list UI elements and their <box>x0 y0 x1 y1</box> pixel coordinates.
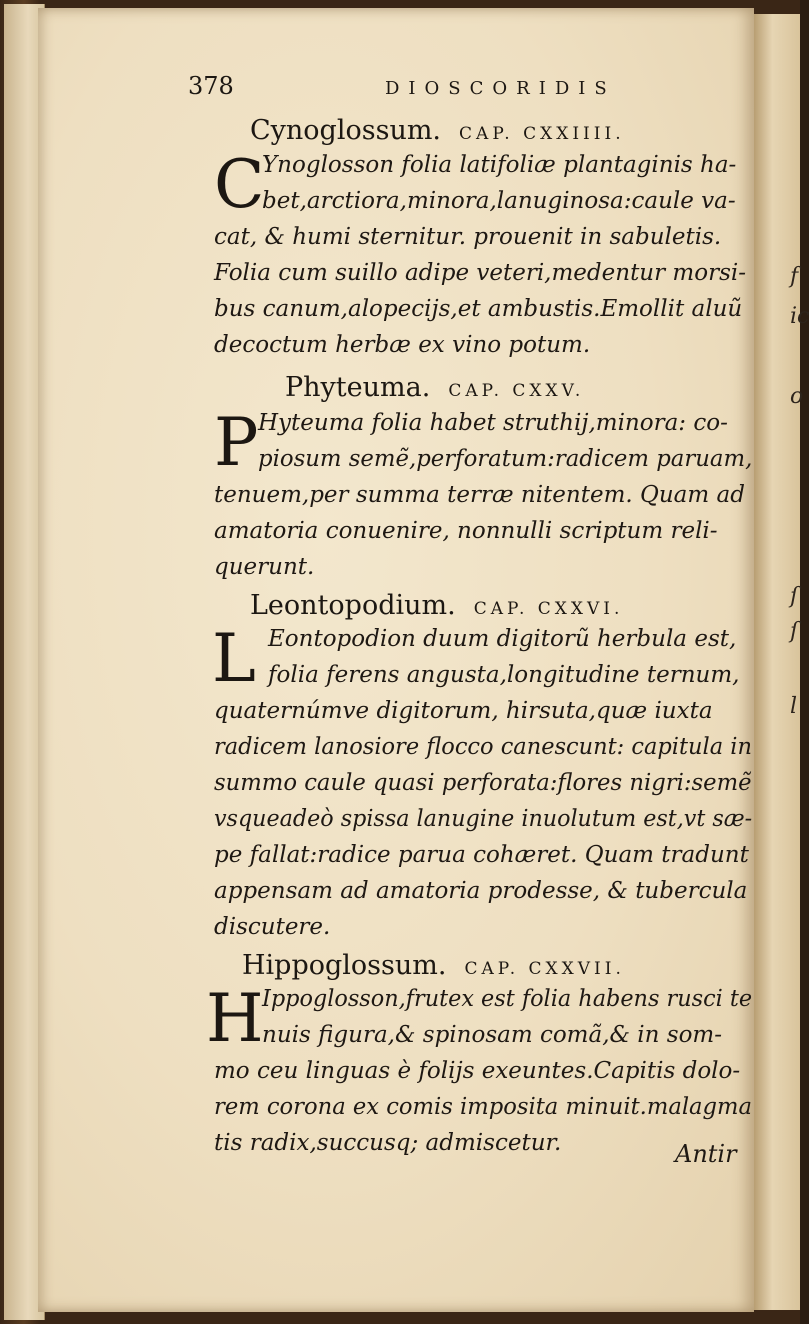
text-line: piosum semẽ,perforatum:radicem paruam, <box>258 446 753 472</box>
text-line: bus canum,alopecijs,et ambustis.Emollit aluũ <box>214 296 743 322</box>
chapter-name: Phyteuma. <box>285 372 431 403</box>
text-line: Folia cum suillo adipe veteri,medentur morsi- <box>214 260 747 286</box>
chapter-number: CAP. CXXV. <box>448 381 585 401</box>
text-line: radicem lanosiore flocco canescunt: capitula in <box>214 734 752 760</box>
drop-capital: C <box>214 146 265 223</box>
catchword: Antir <box>675 1140 737 1168</box>
page-number: 378 <box>188 72 234 100</box>
text-line: rem corona ex comis imposita minuit.malagma <box>214 1094 752 1120</box>
text-line: folia ferens angusta,longitudine ternum, <box>268 662 740 688</box>
text-line: cat, & humi sternitur. prouenit in sabuletis. <box>214 224 722 250</box>
chapter-name: Cynoglossum. <box>250 115 442 146</box>
chapter-title <box>250 115 625 146</box>
running-head: DIOSCORIDIS <box>385 78 616 99</box>
text-line: amatoria conuenire, nonnulli scriptum reli- <box>214 518 718 544</box>
text-line: decoctum herbæ ex vino potum. <box>214 332 591 358</box>
drop-capital: H <box>206 980 264 1057</box>
chapter-title <box>250 590 623 621</box>
text-line: nuis figura,& spinosam comã,& in som- <box>262 1022 723 1048</box>
chapter-number: CAP. CXXIIII. <box>459 124 625 144</box>
text-line: Hyteuma folia habet struthij,minora: co- <box>258 410 728 436</box>
text-line: pe fallat:radice parua cohæret. Quam tradunt <box>214 842 749 868</box>
text-line: tenuem,per summa terræ nitentem. Quam ad <box>214 482 745 508</box>
text-line: discutere. <box>214 914 331 940</box>
text-line: tis radix,succusq; admiscetur. <box>214 1130 562 1156</box>
chapter-number: CAP. CXXVII. <box>464 959 625 979</box>
text-line: bet,arctiora,minora,lanuginosa:caule va- <box>262 188 736 214</box>
chapter-title <box>285 372 584 403</box>
text-line: quaternúmve digitorum, hirsuta,quæ iuxta <box>214 698 713 724</box>
text-line: querunt. <box>214 554 315 580</box>
chapter-name: Leontopodium. <box>250 590 456 621</box>
facing-page-edge: f ic o ſ ſ l <box>754 14 800 1310</box>
chapter-number: CAP. CXXVI. <box>473 599 624 619</box>
text-line: summo caule quasi perforata:flores nigri:semẽ <box>214 770 752 796</box>
drop-capital: P <box>214 404 259 481</box>
text-line: appensam ad amatoria prodesse, & tubercula <box>214 878 748 904</box>
text-line: vsqueadeò spissa lanugine inuolutum est,vt sæ- <box>214 806 753 832</box>
drop-capital: L <box>212 620 256 697</box>
text-line: Ippoglosson,frutex est folia habens rusci te <box>262 986 753 1012</box>
chapter-name: Hippoglossum. <box>242 950 447 981</box>
chapter-title <box>242 950 625 981</box>
text-line: Ynoglosson folia latifoliæ plantaginis ha- <box>262 152 737 178</box>
text-line: Eontopodion duum digitorũ herbula est, <box>268 626 737 652</box>
text-line: mo ceu linguas è folijs exeuntes.Capitis dolo- <box>214 1058 741 1084</box>
